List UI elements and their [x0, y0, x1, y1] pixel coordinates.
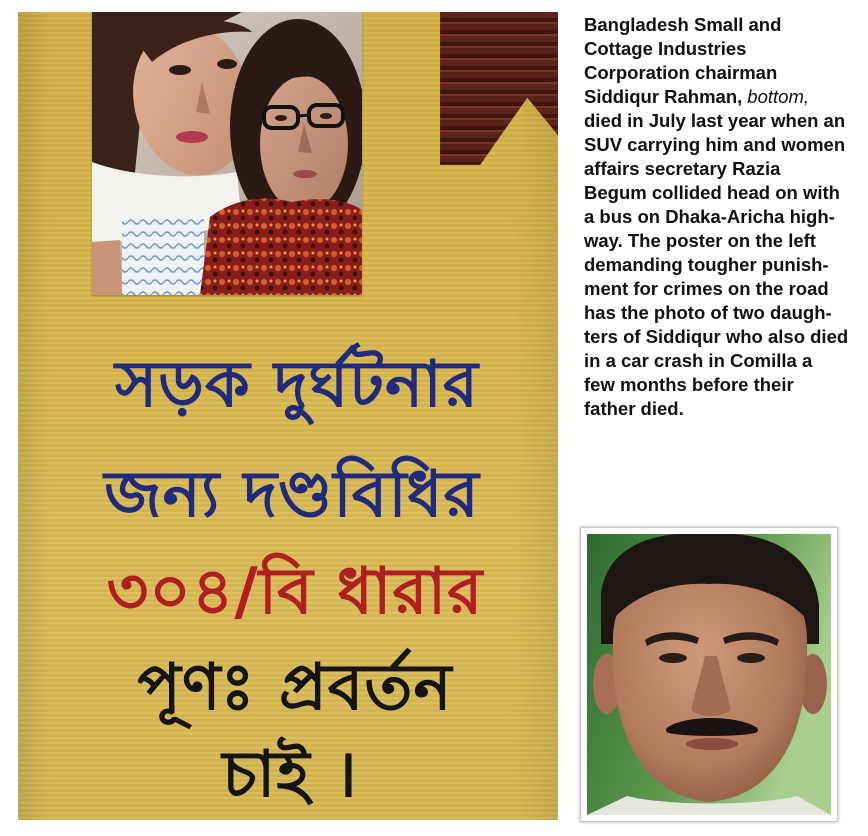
photo-caption: [584, 13, 864, 421]
caption-line: Cottage Industries: [584, 38, 747, 59]
caption-line: few months before their: [584, 374, 794, 395]
caption-line: Bangladesh Small and: [584, 14, 782, 35]
caption-line: affairs secretary Razia: [584, 158, 781, 179]
caption-line: in a car crash in Comilla a: [584, 350, 813, 371]
poster-line-2: জন্য দণ্ডবিধির: [104, 458, 480, 532]
man-portrait: [587, 534, 831, 815]
portrait-photo: [580, 527, 838, 822]
poster-line-5: চাই ।: [222, 738, 358, 812]
caption-line: a bus on Dhaka-Aricha high-: [584, 206, 835, 227]
poster-line-3: ৩০৪/বি ধারার: [106, 555, 484, 629]
caption-position-note: bottom,: [747, 86, 809, 107]
poster-decoration: [440, 12, 558, 168]
caption-line: father died.: [584, 398, 684, 419]
daughters-photo: [92, 12, 362, 295]
caption-line: SUV carrying him and women: [584, 134, 846, 155]
caption-line: has the photo of two daugh-: [584, 302, 832, 323]
caption-line: ment for crimes on the road: [584, 278, 829, 299]
caption-line: Begum collided head on with: [584, 182, 840, 203]
caption-line: [584, 85, 864, 109]
caption-line: Corporation chairman: [584, 62, 778, 83]
caption-line: ters of Siddiqur who also died: [584, 326, 849, 347]
caption-line: demanding tougher punish-: [584, 254, 829, 275]
caption-line: died in July last year when an: [584, 110, 846, 131]
protest-poster-photo: [18, 12, 558, 820]
caption-line: way. The poster on the left: [584, 230, 816, 251]
poster-line-1: সড়ক দুর্ঘটনার: [114, 348, 479, 422]
poster-line-4: পূণঃ প্রবর্তন: [137, 651, 453, 725]
caption-name: Siddiqur Rahman,: [584, 86, 743, 107]
